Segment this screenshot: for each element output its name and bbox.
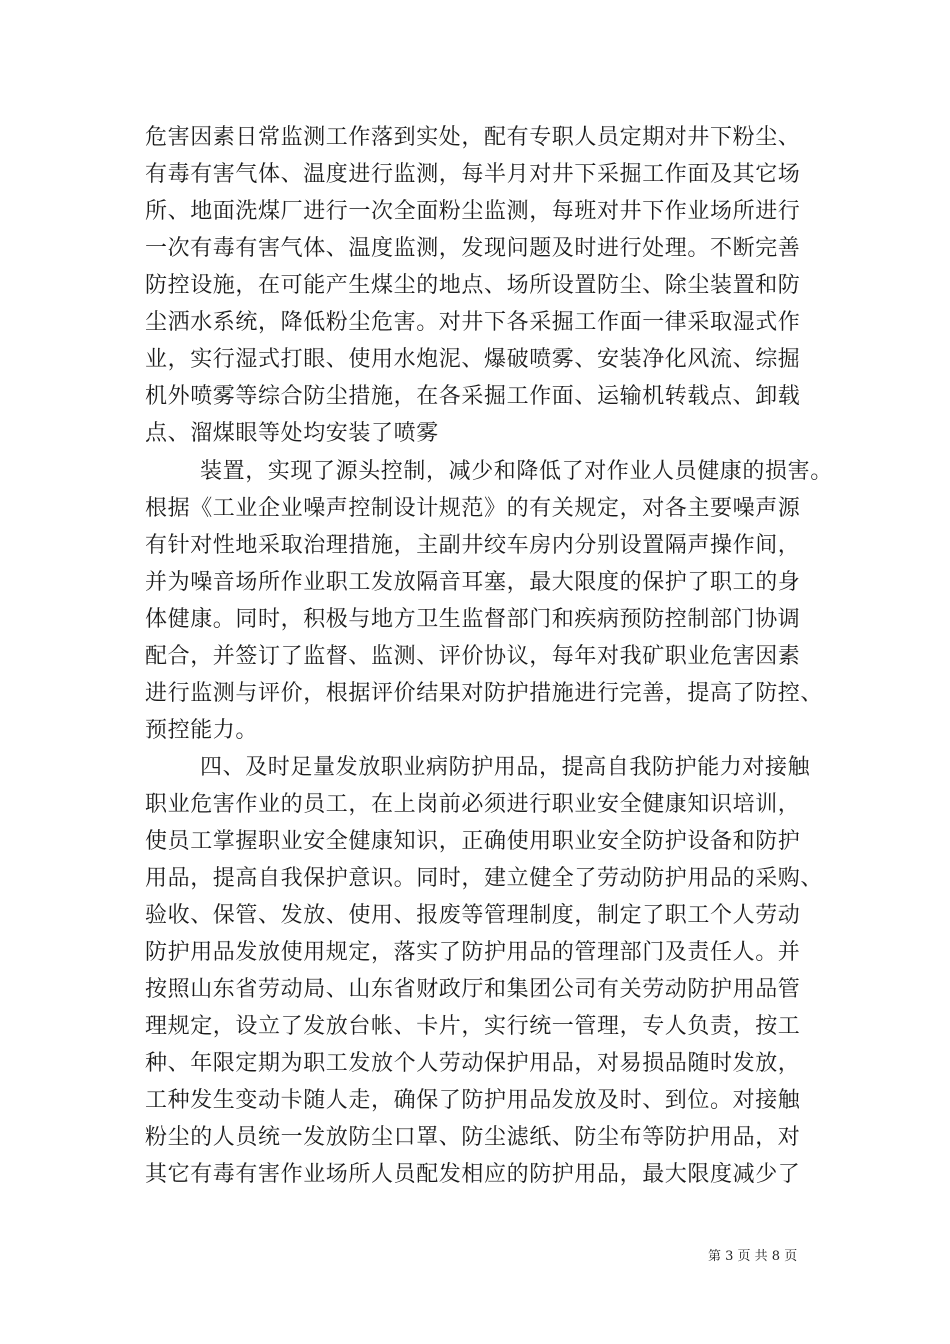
text-line: 使员工掌握职业安全健康知识，正确使用职业安全防护设备和防护 bbox=[145, 829, 801, 854]
text-line: 体健康。同时，积极与地方卫生监督部门和疾病预防控制部门协调 bbox=[145, 607, 801, 632]
text-line: 其它有毒有害作业场所人员配发相应的防护用品，最大限度减少了 bbox=[145, 1162, 801, 1187]
text-line: 按照山东省劳动局、山东省财政厅和集团公司有关劳动防护用品管 bbox=[145, 977, 801, 1002]
text-line: 防护用品发放使用规定，落实了防护用品的管理部门及责任人。并 bbox=[145, 940, 801, 965]
text-line: 所、地面洗煤厂进行一次全面粉尘监测，每班对井下作业场所进行 bbox=[145, 199, 801, 224]
paragraph-start: 装置，实现了源头控制，减少和降低了对作业人员健康的损害。 bbox=[200, 459, 833, 484]
text-line: 有毒有害气体、温度进行监测，每半月对井下采掘工作面及其它场 bbox=[145, 162, 801, 187]
text-line: 预控能力。 bbox=[145, 718, 259, 743]
text-line: 防控设施，在可能产生煤尘的地点、场所设置防尘、除尘装置和防 bbox=[145, 273, 801, 298]
text-line: 有针对性地采取治理措施，主副井绞车房内分别设置隔声操作间， bbox=[145, 533, 801, 558]
text-line: 机外喷雾等综合防尘措施，在各采掘工作面、运输机转载点、卸载 bbox=[145, 384, 801, 409]
section-heading-paragraph: 四、及时足量发放职业病防护用品，提高自我防护能力对接触 bbox=[200, 755, 811, 780]
text-line: 验收、保管、发放、使用、报废等管理制度，制定了职工个人劳动 bbox=[145, 903, 801, 928]
text-line: 种、年限定期为职工发放个人劳动保护用品，对易损品随时发放， bbox=[145, 1051, 801, 1076]
text-line: 用品，提高自我保护意识。同时，建立健全了劳动防护用品的采购、 bbox=[145, 866, 824, 891]
text-line: 根据《工业企业噪声控制设计规范》的有关规定，对各主要噪声源 bbox=[145, 496, 801, 521]
text-line: 尘洒水系统，降低粉尘危害。对井下各采掘工作面一律采取湿式作 bbox=[145, 310, 801, 335]
text-line: 一次有毒有害气体、温度监测，发现问题及时进行处理。不断完善 bbox=[145, 236, 801, 261]
text-line: 配合，并签订了监督、监测、评价协议，每年对我矿职业危害因素 bbox=[145, 644, 801, 669]
text-line: 并为噪音场所作业职工发放隔音耳塞，最大限度的保护了职工的身 bbox=[145, 570, 801, 595]
text-line: 理规定，设立了发放台帐、卡片，实行统一管理，专人负责，按工 bbox=[145, 1014, 801, 1039]
text-line: 进行监测与评价，根据评价结果对防护措施进行完善，提高了防控、 bbox=[145, 681, 824, 706]
page-number: 第 3 页 共 8 页 bbox=[708, 1249, 798, 1264]
text-line: 职业危害作业的员工，在上岗前必须进行职业安全健康知识培训， bbox=[145, 792, 801, 817]
text-line: 点、溜煤眼等处均安装了喷雾 bbox=[145, 421, 439, 446]
text-line: 业，实行湿式打眼、使用水炮泥、爆破喷雾、安装净化风流、综掘 bbox=[145, 347, 801, 372]
text-line: 危害因素日常监测工作落到实处，配有专职人员定期对井下粉尘、 bbox=[145, 125, 801, 150]
text-line: 工种发生变动卡随人走，确保了防护用品发放及时、到位。对接触 bbox=[145, 1088, 801, 1113]
text-line: 粉尘的人员统一发放防尘口罩、防尘滤纸、防尘布等防护用品，对 bbox=[145, 1125, 801, 1150]
